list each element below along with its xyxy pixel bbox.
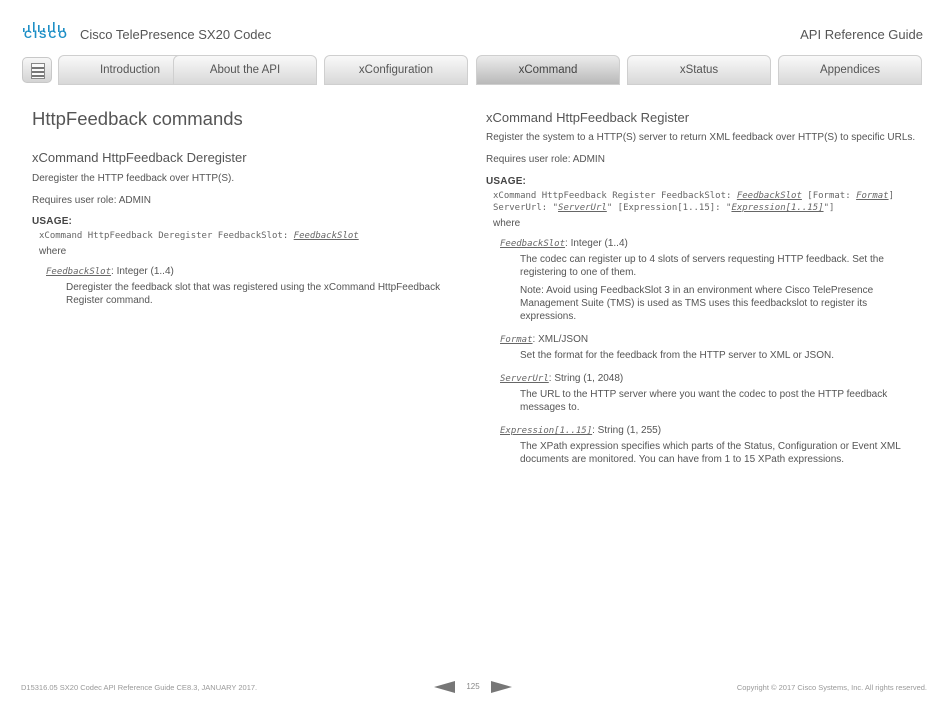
deregister-role: Requires user role: ADMIN [32, 195, 151, 206]
page-title: HttpFeedback commands [32, 108, 243, 129]
left-column [32, 106, 452, 307]
param-serverurl: ServerUrl: String (1, 2048) [500, 373, 624, 384]
guide-title: API Reference Guide [800, 27, 923, 42]
cisco-wordmark: CISCO [24, 29, 69, 41]
deregister-usage: xCommand HttpFeedback Deregister FeedbackSlot: FeedbackSlot [39, 231, 359, 241]
param-expression-desc: The XPath expression specifies which parts of the Status, Configuration or Event XML documents are monitored. You can have from 1 to 15 XPath expressions. [520, 441, 901, 465]
param-feedbackslot-desc: The codec can register up to 4 slots of servers requesting HTTP feedback. Set the registering to one of them. [520, 254, 884, 278]
deregister-param [46, 261, 452, 279]
footer-copyright: Copyright © 2017 Cisco Systems, Inc. All rights reserved. [736, 683, 927, 692]
param-description: Deregister the feedback slot that was registered using the xCommand HttpFeedback Register command. [66, 282, 441, 306]
tab-xcommand[interactable]: xCommand [476, 55, 620, 85]
register-description: Register the system to a HTTP(S) server to return XML feedback over HTTP(S) to specific URLs. [486, 132, 916, 143]
next-page-icon[interactable] [491, 681, 512, 693]
tab-appendices[interactable]: Appendices [778, 55, 922, 85]
register-role: Requires user role: ADMIN [486, 154, 605, 165]
param-type: : Integer (1..4) [111, 266, 174, 277]
deregister-where: where [39, 246, 67, 257]
tab-about-the-api[interactable]: About the API [173, 55, 317, 85]
product-name: Cisco TelePresence SX20 Codec [80, 27, 272, 42]
param-feedbackslot-note: Note: Avoid using FeedbackSlot 3 in an environment where Cisco TelePresence Management Suite (TMS) is used as TMS uses this feedbackslot to register its expressions. [520, 285, 874, 322]
param-feedbackslot: FeedbackSlot: Integer (1..4) [500, 238, 628, 249]
tab-xstatus[interactable]: xStatus [627, 55, 771, 85]
tab-introduction[interactable]: Introduction [58, 55, 202, 85]
footer-doc-id: D15316.05 SX20 Codec API Reference Guide CE8.3, JANUARY 2017. [21, 683, 258, 692]
previous-page-icon[interactable] [434, 681, 455, 693]
param-serverurl-desc: The URL to the HTTP server where you want the codec to post the HTTP feedback messages to. [520, 389, 888, 413]
param-format: Format: XML/JSON [500, 334, 589, 345]
deregister-description: Deregister the HTTP feedback over HTTP(S). [32, 173, 235, 184]
register-usage: xCommand HttpFeedback Register FeedbackSlot: FeedbackSlot [Format: Format] ServerUrl: "ServerUrl" [Expression[1..15]: "Expression[1..15]"] [493, 191, 894, 213]
register-usage-label: USAGE: [486, 176, 527, 187]
pager [434, 679, 514, 695]
page-number: 125 [466, 682, 480, 691]
document-menu-icon[interactable] [22, 57, 52, 83]
page-header [0, 0, 950, 50]
right-column [486, 110, 926, 466]
chapter-nav [20, 55, 925, 85]
usage-param: FeedbackSlot [293, 231, 359, 241]
tab-xconfiguration[interactable]: xConfiguration [324, 55, 468, 85]
register-section-title: xCommand HttpFeedback Register [486, 110, 690, 125]
param-name: FeedbackSlot [46, 267, 112, 277]
param-expression: Expression[1..15]: String (1, 255) [500, 425, 662, 436]
param-format-desc: Set the format for the feedback from the HTTP server to XML or JSON. [520, 350, 835, 361]
deregister-section-title: xCommand HttpFeedback Deregister [32, 150, 247, 165]
deregister-usage-label: USAGE: [32, 216, 73, 227]
register-where: where [493, 218, 521, 229]
